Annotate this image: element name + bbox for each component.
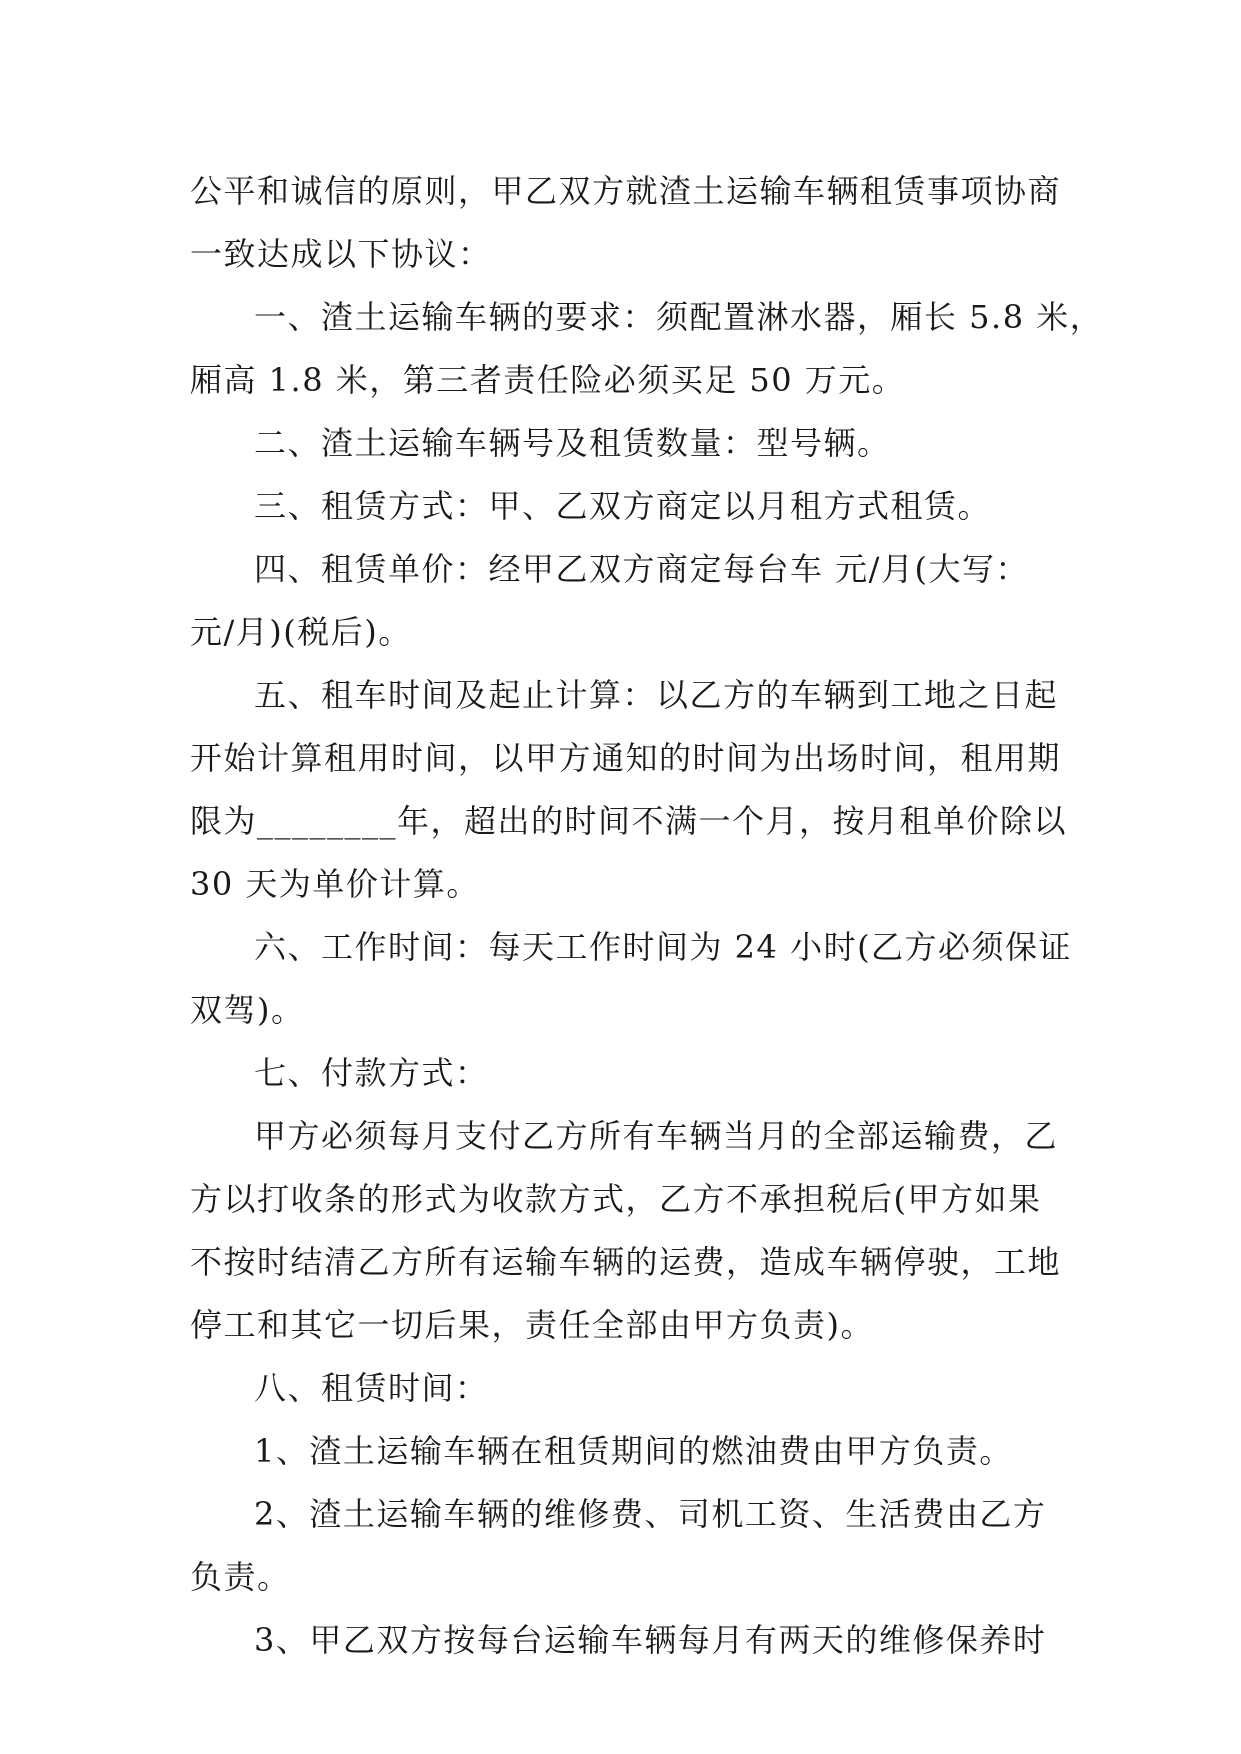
- text-line: 厢高 1.8 米，第三者责任险必须买足 50 万元。: [190, 361, 906, 399]
- text-line: 双驾)。: [190, 991, 305, 1029]
- clause-6-line: 六、工作时间：每天工作时间为 24 小时(乙方必须保证: [254, 928, 1073, 966]
- text-line: 负责。: [190, 1558, 291, 1596]
- clause-2-line: 二、渣土运输车辆号及租赁数量：型号辆。: [254, 424, 891, 462]
- clause-4-line: 四、租赁单价：经甲乙双方商定每台车 元/月(大写：: [254, 550, 1029, 588]
- clause-7-line: 七、付款方式：: [254, 1054, 489, 1092]
- text-line: 30 天为单价计算。: [190, 865, 480, 903]
- text-line: 开始计算租用时间，以甲方通知的时间为出场时间，租用期: [190, 739, 1062, 777]
- document-body: [190, 160, 1104, 1672]
- text-line: 一致达成以下协议：: [190, 235, 492, 273]
- text-line: 方以打收条的形式为收款方式，乙方不承担税后(甲方如果: [190, 1180, 1042, 1218]
- text-line: 公平和诚信的原则，甲乙双方就渣土运输车辆租赁事项协商: [190, 172, 1062, 210]
- text-line: 甲方必须每月支付乙方所有车辆当月的全部运输费，乙: [254, 1117, 1059, 1155]
- sub-item-3-line: 3、甲乙双方按每台运输车辆每月有两天的维修保养时: [254, 1621, 1047, 1659]
- clause-5-line: 五、租车时间及起止计算：以乙方的车辆到工地之日起: [254, 676, 1059, 714]
- text-line: 限为________年，超出的时间不满一个月，按月租单价除以: [190, 802, 1068, 840]
- sub-item-2-line: 2、渣土运输车辆的维修费、司机工资、生活费由乙方: [254, 1495, 1047, 1533]
- text-line: 停工和其它一切后果，责任全部由甲方负责)。: [190, 1306, 874, 1344]
- text-line: 元/月)(税后)。: [190, 613, 412, 651]
- text-line: 不按时结清乙方所有运输车辆的运费，造成车辆停驶，工地: [190, 1243, 1062, 1281]
- clause-3-line: 三、租赁方式：甲、乙双方商定以月租方式租赁。: [254, 487, 992, 525]
- clause-8-line: 八、租赁时间：: [254, 1369, 489, 1407]
- sub-item-1-line: 1、渣土运输车辆在租赁期间的燃油费由甲方负责。: [254, 1432, 1013, 1470]
- clause-1-line: 一、渣土运输车辆的要求：须配置淋水器，厢长 5.8 米，: [254, 298, 1104, 336]
